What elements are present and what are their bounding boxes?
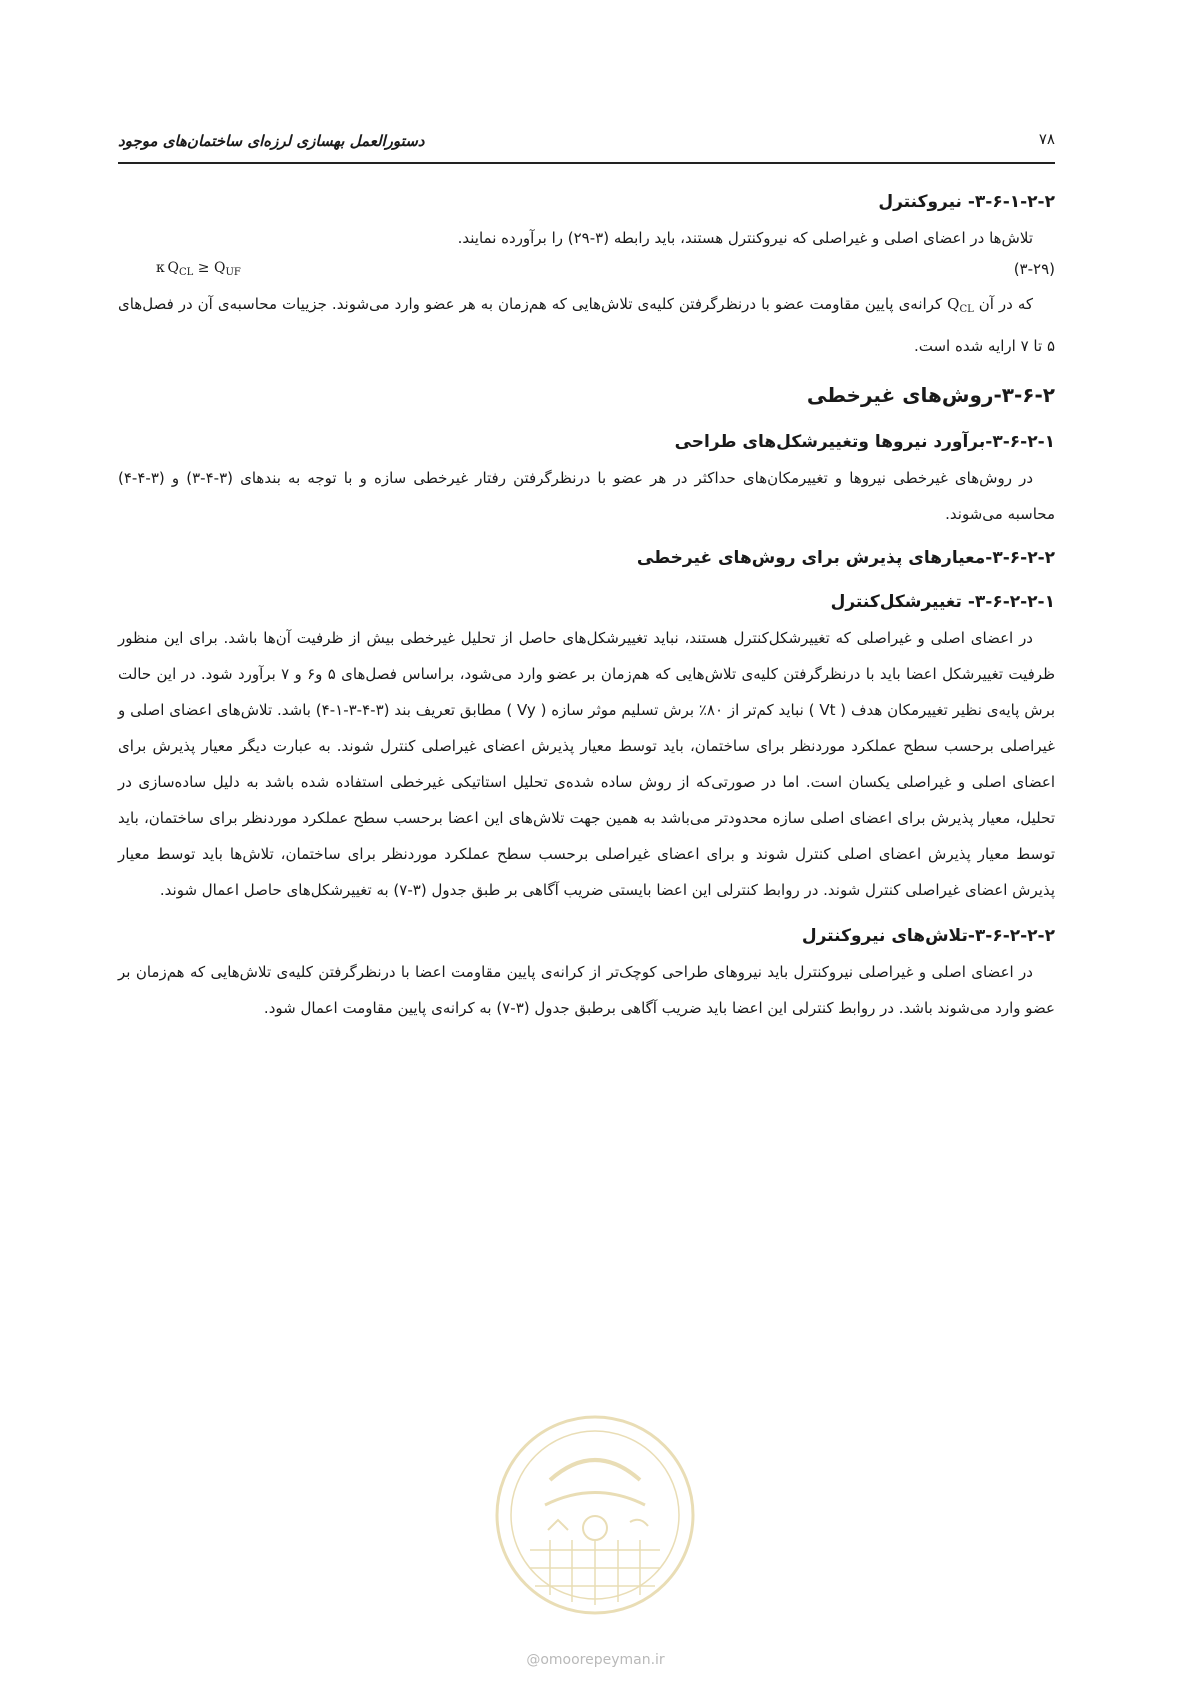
paragraph: در روش‌های غیرخطی نیروها و تغییرمکان‌های حداکثر در هر عضو با درنظرگرفتن رفتار غیرخطی سازه و با توجه به بندهای (۳-۴-۳) و (۳-۴-۴) محاسبه می‌شوند. [118, 469, 1055, 523]
header-title: دستورالعمل بهسازی لرزه‌ای ساختمان‌های موجود [118, 132, 425, 150]
section-heading: ۳-۶-۲-روش‌های غیرخطی [806, 383, 1055, 407]
section-heading: ۳-۶-۱-۲-۲- نیروکنترل [878, 192, 1055, 212]
page-number: ۷۸ [1038, 130, 1055, 148]
watermark-logo-icon [490, 1410, 700, 1620]
section-heading: ۳-۶-۲-۱-برآورد نیروها وتغییرشکل‌های طراحی [674, 432, 1055, 452]
equation-number: (۳-۲۹) [1013, 260, 1055, 278]
equation-formula: κ $Q_{CL} \ge Q_{UF}$ [156, 260, 241, 278]
equation-row [118, 256, 1055, 286]
paragraph: در اعضای اصلی و غیراصلی نیروکنترل باید نیروهای طراحی کوچک‌تر از کرانه‌ی پایین مقاومت اعضا با درنظرگرفتن کلیه‌ی تلاش‌هایی که هم‌زمان بر عضو وارد می‌شوند باشد. در روابط کنترلی این اعضا باید ضریب آگاهی برطبق جدول (۳-۷) به کرانه‌ی پایین مقاومت اعمال شود. [118, 963, 1055, 1017]
page-header [118, 128, 1055, 164]
equation-note: که در آن $Q_{CL}$ کرانه‌ی پایین مقاومت عضو با درنظرگرفتن کلیه‌ی تلاش‌هایی که هم‌زمان به هر عضو وارد می‌شوند. جزییات محاسبه‌ی آن در فصل‌های ۵ تا ۷ ارایه شده است. [118, 295, 1055, 355]
section-heading: ۳-۶-۲-۲-۲-تلاش‌های نیروکنترل [801, 926, 1055, 946]
page-content [118, 188, 1055, 1026]
section-heading: ۳-۶-۲-۲-۱- تغییرشکل‌کنترل [830, 592, 1055, 612]
paragraph: تلاش‌ها در اعضای اصلی و غیراصلی که نیروکنترل هستند، باید رابطه (۳-۲۹) را برآورده نمایند. [457, 229, 1033, 247]
watermark-url: @omoorepeyman.ir [526, 1652, 665, 1668]
section-heading: ۳-۶-۲-۲-معیارهای پذیرش برای روش‌های غیرخطی [636, 548, 1055, 568]
paragraph: در اعضای اصلی و غیراصلی که تغییرشکل‌کنترل هستند، نباید تغییرشکل‌های حاصل از تحلیل غیرخطی بیش از ظرفیت آن‌ها باشد. برای این منظور ظرفیت تغییرشکل اعضا باید با درنظرگرفتن کلیه‌ی تلاش‌هایی که هم‌زمان بر عضو وارد می‌شود، براساس فصل‌های ۵ و۶ و ۷ برآورد شود. در این حالت برش پایه‌ی نظیر تغییرمکان هدف ( Vt ) نباید کم‌تر از ۸۰٪ برش تسلیم موثر سازه ( Vy ) مطابق تعریف بند (۳-۴-۳-۱-۴) باشد. تلاش‌های اعضای اصلی و غیراصلی برحسب سطح عملکرد موردنظر برای ساختمان، باید توسط معیار پذیرش اعضای غیراصلی کنترل شوند. به عبارت دیگر معیار پذیرش برای اعضای اصلی و غیراصلی یکسان است. اما در صورتی‌که از روش ساده شده‌ی تحلیل استاتیکی غیرخطی استفاده شده باشد به دلیل ساده‌سازی در تحلیل، معیار پذیرش برای اعضای اصلی سازه محدودتر می‌باشد به همین جهت تلاش‌های این اعضا برحسب سطح عملکرد موردنظر برای ساختمان، باید توسط معیار پذیرش اعضای اصلی کنترل شوند و برای اعضای غیراصلی برحسب سطح عملکرد موردنظر برای ساختمان، تلاش‌ها باید توسط معیار پذیرش اعضای غیراصلی کنترل شوند. در روابط کنترلی این اعضا بایستی ضریب آگاهی بر طبق جدول (۳-۷) به تغییرشکل‌های حاصل اعمال شوند. [118, 629, 1056, 899]
